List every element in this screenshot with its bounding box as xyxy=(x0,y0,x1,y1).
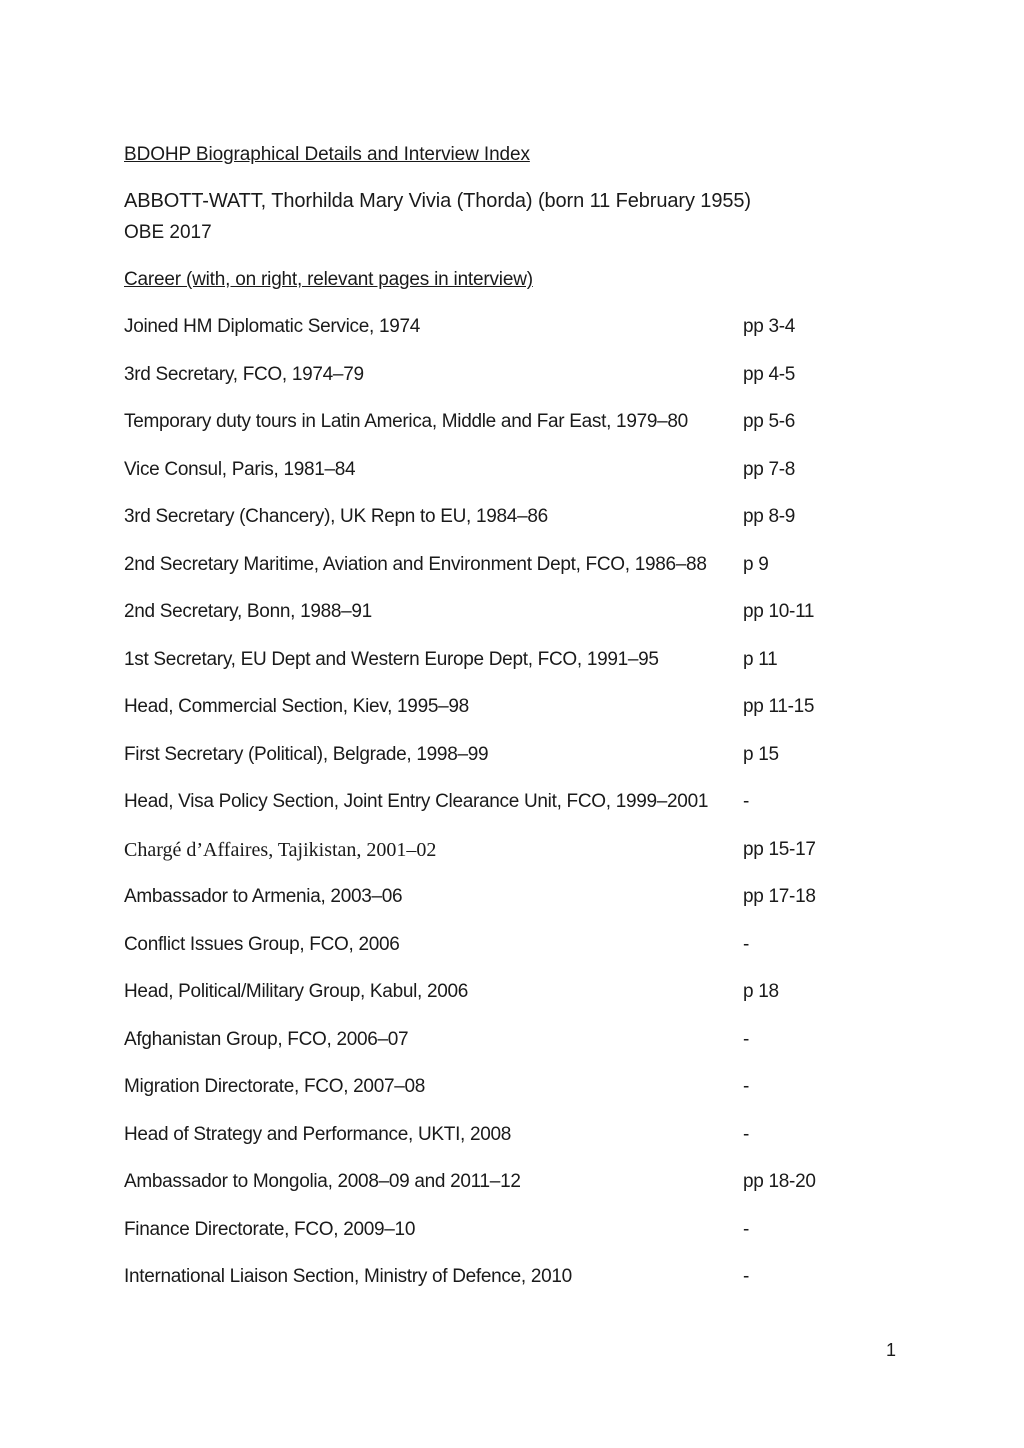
career-heading: Career (with, on right, relevant pages in interview) xyxy=(124,269,533,290)
career-row xyxy=(124,1124,904,1172)
career-role: Afghanistan Group, FCO, 2006–07 xyxy=(124,1028,409,1050)
career-role: Migration Directorate, FCO, 2007–08 xyxy=(124,1076,426,1097)
career-pages: p 18 xyxy=(743,981,779,1002)
career-row xyxy=(124,934,904,982)
career-row xyxy=(124,316,904,364)
career-pages: pp 8-9 xyxy=(743,506,796,527)
career-pages: pp 15-17 xyxy=(743,838,816,860)
career-role: Head, Political/Military Group, Kabul, 2006 xyxy=(124,981,469,1002)
career-row xyxy=(124,601,904,649)
career-role: Ambassador to Mongolia, 2008–09 and 2011–12 xyxy=(124,1171,521,1192)
career-pages: - xyxy=(743,1076,750,1097)
career-row xyxy=(124,744,904,792)
career-pages: pp 4-5 xyxy=(743,363,796,385)
career-role: Head, Visa Policy Section, Joint Entry Clearance Unit, FCO, 1999–2001 xyxy=(124,791,709,812)
career-row xyxy=(124,886,904,934)
career-role: Finance Directorate, FCO, 2009–10 xyxy=(124,1218,416,1240)
career-row xyxy=(124,459,904,507)
career-pages: - xyxy=(743,1123,750,1145)
career-role: Head, Commercial Section, Kiev, 1995–98 xyxy=(124,696,469,717)
career-list xyxy=(124,316,904,1314)
career-pages: pp 11-15 xyxy=(743,696,815,717)
career-role: 3rd Secretary, FCO, 1974–79 xyxy=(124,363,364,385)
career-role: Vice Consul, Paris, 1981–84 xyxy=(124,458,356,480)
career-pages: pp 3-4 xyxy=(743,316,796,337)
career-role: 2nd Secretary, Bonn, 1988–91 xyxy=(124,601,372,622)
career-role: Head of Strategy and Performance, UKTI, 2008 xyxy=(124,1123,512,1145)
career-role: 1st Secretary, EU Dept and Western Europe Dept, FCO, 1991–95 xyxy=(124,648,659,670)
career-role: Temporary duty tours in Latin America, Middle and Far East, 1979–80 xyxy=(124,411,688,432)
career-pages: p 11 xyxy=(743,648,778,670)
career-row xyxy=(124,1266,904,1314)
career-pages: pp 5-6 xyxy=(743,411,796,432)
career-role: 3rd Secretary (Chancery), UK Repn to EU, 1984–86 xyxy=(124,506,548,527)
career-row xyxy=(124,649,904,697)
page-number: 1 xyxy=(886,1340,897,1360)
career-pages: - xyxy=(743,791,750,812)
career-role: Joined HM Diplomatic Service, 1974 xyxy=(124,316,421,337)
document-title: BDOHP Biographical Details and Interview Index xyxy=(124,144,530,165)
career-pages: pp 7-8 xyxy=(743,458,796,480)
subject-honour: OBE 2017 xyxy=(124,222,212,243)
career-role: International Liaison Section, Ministry of Defence, 2010 xyxy=(124,1266,572,1287)
career-pages: - xyxy=(743,1028,750,1050)
career-role: 2nd Secretary Maritime, Aviation and Environment Dept, FCO, 1986–88 xyxy=(124,553,707,575)
career-pages: p 9 xyxy=(743,553,769,575)
career-row xyxy=(124,411,904,459)
career-row xyxy=(124,554,904,602)
career-row xyxy=(124,1029,904,1077)
career-pages: pp 17-18 xyxy=(743,886,816,907)
career-row xyxy=(124,696,904,744)
career-role: Ambassador to Armenia, 2003–06 xyxy=(124,886,403,907)
career-row xyxy=(124,1076,904,1124)
career-pages: - xyxy=(743,1218,750,1240)
career-pages: - xyxy=(743,933,750,955)
career-row xyxy=(124,791,904,839)
career-pages: - xyxy=(743,1266,750,1287)
career-row xyxy=(124,1219,904,1267)
career-role: Conflict Issues Group, FCO, 2006 xyxy=(124,933,400,955)
career-role: First Secretary (Political), Belgrade, 1998–99 xyxy=(124,743,489,765)
career-row xyxy=(124,839,904,887)
career-row xyxy=(124,981,904,1029)
career-pages: pp 10-11 xyxy=(743,601,815,622)
career-row xyxy=(124,1171,904,1219)
career-row xyxy=(124,364,904,412)
career-row xyxy=(124,506,904,554)
career-pages: p 15 xyxy=(743,743,779,765)
career-pages: pp 18-20 xyxy=(743,1171,816,1192)
career-role: Chargé d’Affaires, Tajikistan, 2001–02 xyxy=(124,838,437,861)
subject-name-line: ABBOTT-WATT, Thorhilda Mary Vivia (Thorda) (born 11 February 1955) xyxy=(124,190,751,212)
